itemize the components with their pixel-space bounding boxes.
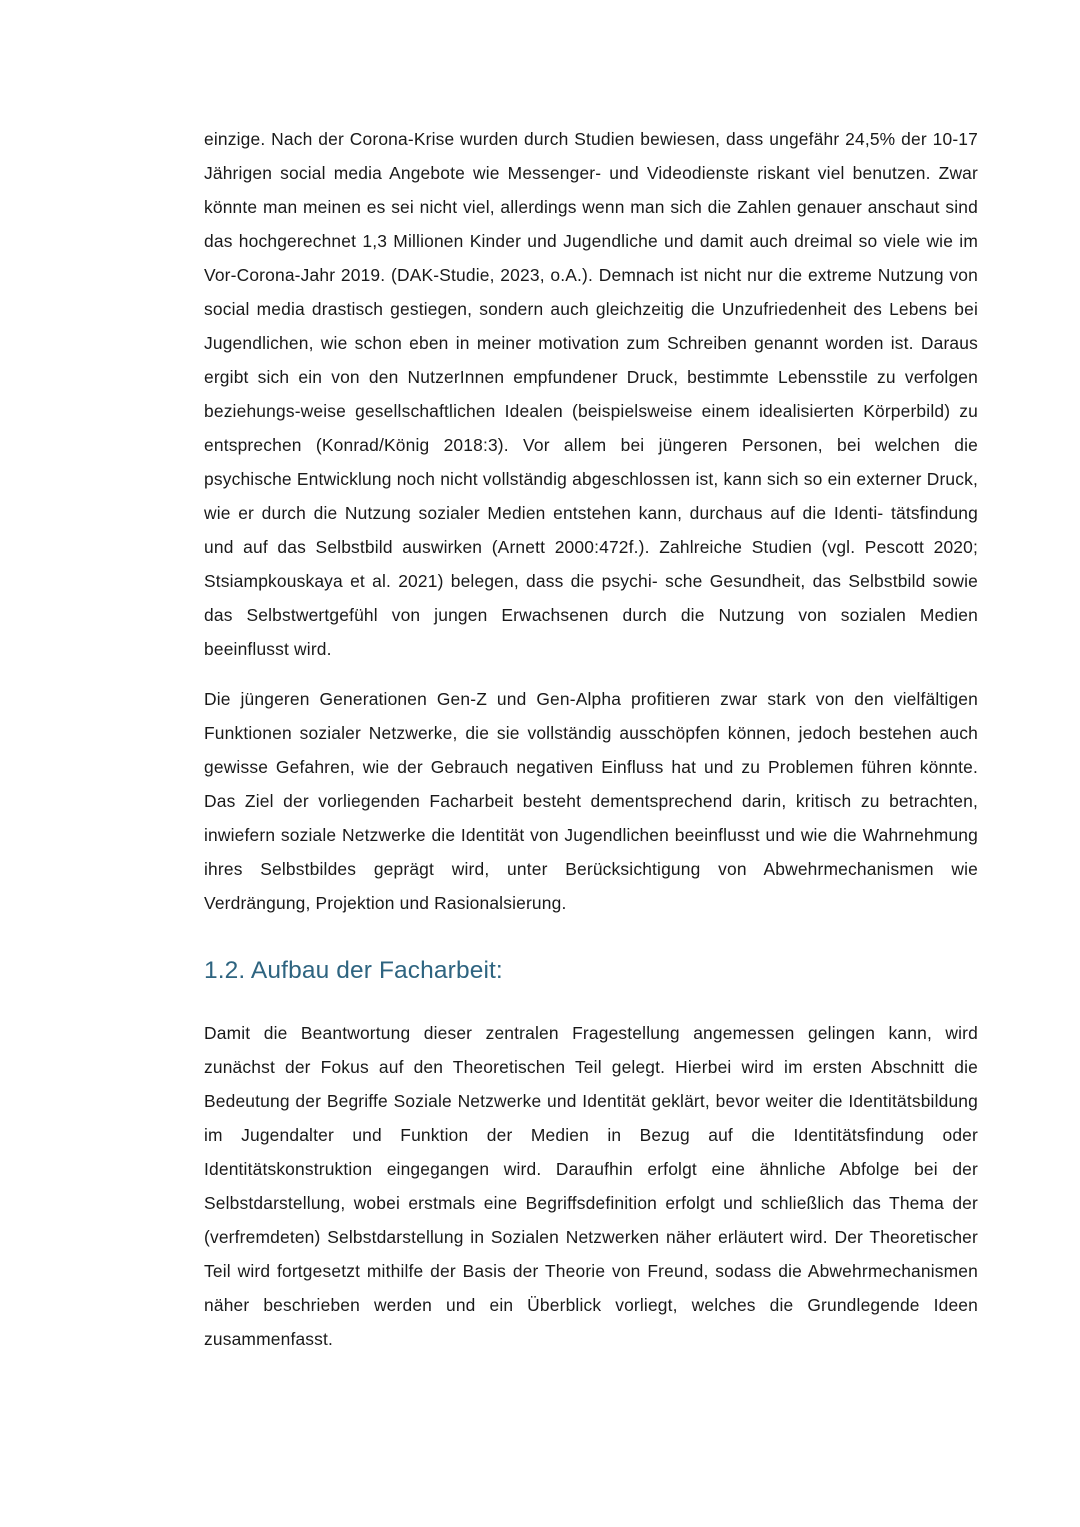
paragraph-social-media-nutzung: einzige. Nach der Corona-Krise wurden durch Studien bewiesen, dass ungefähr 24,5% der 10-17 Jährigen social media Angebote wie Messenger- und Videodienste riskant viel benutzen. Zwar könnte man meinen es sei nicht viel, allerdings wenn man sich die Zahlen genauer anschaut sind das hochgerechnet 1,3 Millionen Kinder und Jugendliche und damit auch dreimal so viele wie im Vor-Corona-Jahr 2019. (DAK-Studie, 2023, o.A.). Demnach ist nicht nur die extreme Nutzung von social media drastisch gestiegen, sondern auch gleichzeitig die Unzufriedenheit des Lebens bei Jugendlichen, wie schon eben in meiner motivation zum Schreiben genannt worden ist. Daraus ergibt sich ein von den NutzerInnen empfundener Druck, bestimmte Lebensstile zu verfolgen beziehungs-weise gesellschaftlichen Idealen (beispielsweise einem idealisierten Körperbild) zu entsprechen (Konrad/König 2018:3). Vor allem bei jüngeren Personen, bei welchen die psychische Entwicklung noch nicht vollständig abgeschlossen ist, kann sich so ein externer Druck, wie er durch die Nutzung sozialer Medien entstehen kann, durchaus auf die Identi- tätsfindung und auf das Selbstbild auswirken (Arnett 2000:472f.). Zahlreiche Studien (vgl. Pescott 2020; Stsiampkouskaya et al. 2021) belegen, dass die psychi- sche Gesundheit, das Selbstbild sowie das Selbstwertgefühl von jungen Erwachsenen durch die Nutzung von sozialen Medien beeinflusst wird. [204, 129, 978, 659]
page-content [204, 122, 978, 1356]
paragraph-aufbau-beschreibung: Damit die Beantwortung dieser zentralen Fragestellung angemessen gelingen kann, wird zunächst der Fokus auf den Theoretischen Teil gelegt. Hierbei wird im ersten Abschnitt die Bedeutung der Begriffe Soziale Netzwerke und Identität geklärt, bevor weiter die Identitätsbildung im Jugendalter und Funktion der Medien in Bezug auf die Identitätsfindung oder Identitätskonstruktion eingegangen wird. Daraufhin erfolgt eine ähnliche Abfolge bei der Selbstdarstellung, wobei erstmals eine Begriffsdefinition erfolgt und schließlich das Thema der (verfremdeten) Selbstdarstellung in Sozialen Netzwerken näher erläutert wird. Der Theoretischer Teil wird fortgesetzt mithilfe der Basis der Theorie von Freund, sodass die Abwehrmechanismen näher beschrieben werden und ein Überblick vorliegt, welches die Grundlegende Ideen zusammenfasst. [204, 1023, 978, 1349]
section-heading-aufbau: 1.2. Aufbau der Facharbeit: [204, 957, 503, 984]
paragraph-zielsetzung: Die jüngeren Generationen Gen-Z und Gen-Alpha profitieren zwar stark von den vielfältigen Funktionen sozialer Netzwerke, die sie vollständig ausschöpfen können, jedoch bestehen auch gewisse Gefahren, wie der Gebrauch negativen Einfluss hat und zu Problemen führen könnte. Das Ziel der vorliegenden Facharbeit besteht dementsprechend darin, kritisch zu betrachten, inwiefern soziale Netzwerke die Identität von Jugendlichen beeinflusst und wie die Wahrnehmung ihres Selbstbildes geprägt wird, unter Berücksichtigung von Abwehrmechanismen wie Verdrängung, Projektion und Rasionalsierung. [204, 689, 978, 913]
